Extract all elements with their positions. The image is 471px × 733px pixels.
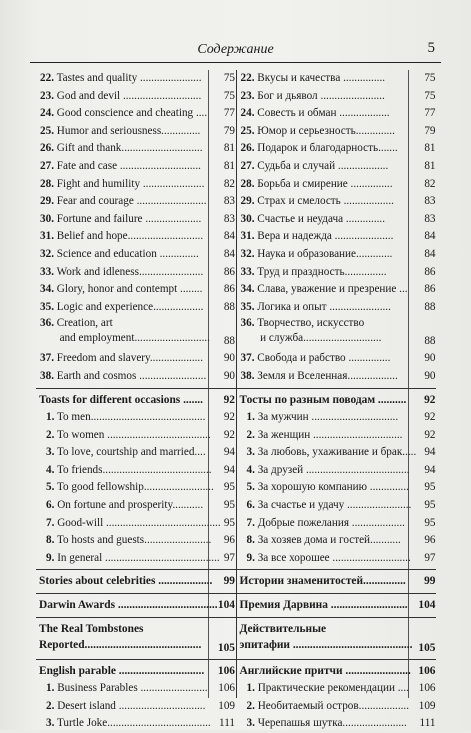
entry-number: 27. — [240, 159, 255, 172]
toc-section-heading — [36, 392, 236, 410]
entry-number: 34. — [240, 283, 255, 296]
entry-page: 77 — [424, 107, 436, 120]
entry-number: 32. — [240, 247, 255, 260]
entry-title: Добрые пожелания ................... — [254, 516, 405, 529]
toc-entry — [36, 140, 236, 158]
entry-page: 84 — [223, 230, 235, 243]
entry-title: Desert island ............................... — [54, 699, 206, 712]
entry-page: 90 — [424, 352, 436, 365]
toc-entry — [237, 497, 437, 515]
entry-number: 2. — [246, 699, 255, 712]
toc-entry — [36, 176, 236, 194]
entry-page: 95 — [223, 481, 235, 494]
entry-title: За мужчин ............................... — [254, 411, 399, 424]
entry-number: 22. — [40, 72, 54, 84]
toc-entry — [237, 462, 437, 480]
toc-section-heading — [237, 663, 437, 681]
toc-entry — [237, 515, 437, 533]
entry-title: Судьба и случай .................. — [254, 159, 389, 172]
toc-entry — [237, 246, 437, 264]
entry-number: 3. — [246, 446, 255, 459]
entry-page: 106 — [418, 682, 436, 695]
entry-page: 92 — [424, 411, 436, 424]
entry-title: Истории знаменитостей............... — [239, 575, 406, 588]
entry-page: 105 — [418, 641, 436, 654]
entry-title: Слава, уважение и презрение ... — [254, 283, 408, 296]
toc-entry — [237, 316, 437, 350]
entry-title: Счастье и неудача .............. — [254, 212, 386, 225]
entry-page: 97 — [424, 551, 436, 564]
entry-number: 34. — [40, 283, 54, 296]
entry-number: 28. — [240, 177, 255, 190]
entry-title: On fortune and prosperity........... — [54, 499, 204, 512]
entry-page: 84 — [424, 247, 436, 260]
entry-page: 90 — [223, 352, 235, 365]
entry-number: 37. — [40, 352, 54, 365]
entry-title: The Real Tombstones Reported......................................... — [39, 622, 202, 651]
toc-entry — [36, 193, 236, 211]
entry-page: 86 — [223, 283, 235, 296]
toc-entry — [36, 680, 236, 698]
entry-number: 2. — [46, 428, 55, 441]
entry-number: 35. — [40, 300, 54, 313]
entry-number: 3. — [46, 717, 55, 730]
entry-page: 84 — [223, 247, 235, 260]
entry-page: 83 — [223, 212, 235, 225]
entry-title: Humor and seriousness.............. — [53, 124, 201, 137]
entry-title: To good fellowship......................... — [54, 481, 214, 494]
entry-title: Тосты по разным поводам .......... — [239, 393, 407, 406]
entry-page: 94 — [223, 463, 235, 476]
section-divider — [237, 617, 437, 618]
entry-number: 1. — [246, 682, 255, 695]
entry-number: 29. — [40, 195, 54, 208]
entry-title: Business Parables ........................ — [54, 682, 208, 695]
entry-title: Земля и Вселенная.................. — [254, 369, 398, 382]
toc-section-heading — [237, 621, 437, 657]
entry-page: 96 — [223, 534, 235, 547]
toc-entry — [237, 479, 437, 497]
entry-page: 86 — [223, 265, 235, 278]
toc-entry — [36, 264, 236, 282]
entry-page: 92 — [424, 428, 436, 441]
entry-number: 28. — [40, 177, 54, 190]
entry-page: 99 — [424, 575, 436, 588]
toc-entry — [36, 158, 236, 176]
entry-page: 106 — [218, 682, 235, 695]
entry-number: 24. — [40, 107, 54, 120]
entry-page: 79 — [424, 124, 436, 137]
toc-entry — [36, 105, 236, 123]
entry-title: Good conscience and cheating .... — [53, 107, 208, 120]
entry-title: Fear and courage ......................... — [53, 195, 207, 208]
entry-number: 6. — [46, 499, 55, 512]
entry-title: Fight and humility ...................... — [53, 177, 205, 190]
entry-number: 3. — [46, 446, 55, 459]
running-header — [30, 42, 441, 63]
entry-title: Бог и дьявол ....................... — [254, 89, 385, 102]
entry-title: Совесть и обман .................. — [254, 107, 390, 120]
toc-entry — [237, 176, 437, 194]
toc-entry — [237, 123, 437, 141]
entry-page: 109 — [418, 699, 436, 712]
section-divider — [237, 659, 437, 660]
entry-page: 94 — [223, 446, 235, 459]
entry-page: 92 — [223, 393, 235, 406]
entry-title: За хозяев дома и гостей........... — [254, 534, 401, 547]
entry-title: To men......................................... — [54, 411, 206, 424]
entry-page: 83 — [223, 195, 235, 208]
section-divider — [36, 659, 236, 660]
entry-page: 81 — [223, 159, 235, 172]
entry-number: 24. — [240, 107, 255, 120]
toc-entry — [237, 228, 437, 246]
entry-title: Подарок и благодарность....... — [254, 142, 398, 155]
entry-number: 8. — [246, 534, 255, 547]
toc-entry — [36, 515, 236, 533]
entry-page: 111 — [219, 717, 235, 730]
entry-page: 75 — [424, 89, 436, 102]
entry-title: Gift and thank............................. — [53, 142, 203, 155]
entry-page: 88 — [424, 335, 436, 348]
entry-page: 88 — [223, 300, 235, 313]
entry-number: 32. — [40, 247, 54, 260]
entry-number: 38. — [40, 369, 54, 382]
entry-page: 75 — [424, 72, 436, 84]
entry-page: 90 — [424, 369, 436, 382]
toc-entry — [36, 368, 236, 386]
entry-page: 95 — [424, 499, 436, 512]
entry-title: За женщин ................................ — [254, 428, 403, 441]
entry-number: 33. — [240, 265, 255, 278]
entry-page: 88 — [424, 300, 436, 313]
entry-number: 5. — [46, 481, 55, 494]
toc-entry — [237, 350, 437, 368]
entry-number: 23. — [40, 89, 54, 102]
toc-entry — [237, 193, 437, 211]
toc-entry — [237, 299, 437, 317]
toc-entry — [237, 409, 437, 427]
toc-entry — [36, 479, 236, 497]
entry-title: Страх и смелость .................. — [254, 195, 394, 208]
toc-column-english — [36, 70, 237, 730]
entry-title: Stories about celebrities ................... — [39, 575, 213, 588]
entry-title: За друзей ..................................... — [254, 463, 410, 476]
entry-title: Logic and experience.................. — [53, 300, 204, 313]
entry-page: 82 — [223, 177, 235, 190]
toc-entry — [36, 316, 236, 350]
toc-entry — [36, 532, 236, 550]
toc-entry — [36, 462, 236, 480]
entry-number: 30. — [240, 212, 255, 225]
entry-title: За любовь, ухаживание и брак..... — [254, 446, 417, 459]
entry-title: Вкусы и качества ............... — [254, 72, 386, 84]
entry-number: 35. — [240, 300, 255, 313]
entry-title: Good-will ......................................... — [54, 516, 221, 529]
toc-entry — [36, 444, 236, 462]
section-divider — [36, 388, 236, 389]
toc-section-heading — [237, 573, 437, 591]
toc-entry — [36, 70, 236, 88]
entry-number: 2. — [46, 699, 55, 712]
toc-entry — [36, 698, 236, 716]
section-divider — [237, 593, 437, 594]
entry-page: 86 — [424, 265, 436, 278]
entry-number: 5. — [246, 481, 255, 494]
entry-title: Darwin Awards ................................... — [39, 599, 218, 612]
entry-page: 111 — [419, 717, 436, 730]
entry-title: To women ..................................... — [54, 428, 211, 441]
entry-page: 90 — [223, 369, 235, 382]
entry-number: 1. — [246, 411, 255, 424]
section-divider — [36, 617, 236, 618]
toc-section-heading — [36, 597, 236, 615]
toc-section-heading — [237, 597, 437, 615]
toc-entry — [237, 444, 437, 462]
entry-title: Английские притчи ....................... — [239, 664, 411, 677]
entry-number: 22. — [240, 72, 255, 84]
toc-column-russian — [237, 70, 437, 730]
entry-page: 92 — [223, 411, 235, 424]
entry-title: Юмор и серьезность.............. — [254, 124, 395, 137]
entry-page: 95 — [223, 516, 235, 529]
entry-page: 92 — [424, 393, 436, 406]
toc-entry — [237, 368, 437, 386]
entry-page: 105 — [217, 641, 235, 654]
entry-title: Труд и праздность............... — [254, 265, 387, 278]
entry-title: За хорошую компанию .............. — [254, 481, 409, 494]
entry-number: 26. — [240, 142, 255, 155]
entry-title: Вера и надежда ..................... — [254, 230, 394, 243]
toc-entry — [36, 228, 236, 246]
entry-title: Действительные эпитафии .......................................... — [239, 622, 413, 651]
entry-number: 4. — [246, 463, 255, 476]
entry-page: 84 — [424, 230, 436, 243]
entry-number: 2. — [246, 428, 255, 441]
entry-number: 25. — [240, 124, 255, 137]
toc-entry — [237, 211, 437, 229]
entry-number: 38. — [240, 369, 255, 382]
entry-page: 82 — [424, 177, 436, 190]
section-divider — [237, 569, 437, 570]
toc-entry — [237, 680, 437, 698]
toc-entry — [237, 550, 437, 568]
toc-section-heading — [36, 621, 236, 657]
entry-title: Fate and case ............................. — [53, 159, 201, 172]
toc-entry — [36, 88, 236, 106]
entry-page: 95 — [424, 481, 436, 494]
entry-title: To hosts and guests........................ — [54, 534, 212, 547]
entry-title: To friends....................................... — [54, 463, 212, 476]
toc-entry — [237, 281, 437, 299]
entry-number: 33. — [40, 265, 54, 278]
entry-title: Логика и опыт ...................... — [254, 300, 391, 313]
entry-number: 30. — [40, 212, 54, 225]
toc-entry — [237, 140, 437, 158]
entry-title: Наука и образование............. — [254, 247, 393, 260]
section-title: Содержание — [197, 42, 274, 57]
toc-section-heading — [36, 663, 236, 681]
entry-title: God and devil ............................ — [53, 89, 202, 102]
entry-page: 81 — [223, 142, 235, 155]
toc-entry — [36, 123, 236, 141]
entry-number: 26. — [40, 142, 54, 155]
entry-number: 25. — [40, 124, 54, 137]
entry-page: 99 — [223, 575, 235, 588]
entry-title: Свобода и рабство ............... — [254, 352, 391, 365]
entry-page: 94 — [424, 463, 436, 476]
entry-number: 23. — [240, 89, 255, 102]
toc-entry — [237, 158, 437, 176]
section-divider — [36, 569, 236, 570]
toc-entry — [36, 299, 236, 317]
entry-page: 94 — [424, 446, 436, 459]
entry-number: 7. — [246, 516, 255, 529]
entry-page: 106 — [217, 664, 235, 677]
entry-title: Work and idleness....................... — [53, 265, 204, 278]
entry-page: 83 — [424, 195, 436, 208]
entry-title: Борьба и смирение ............... — [254, 177, 393, 190]
toc-entry — [237, 715, 437, 733]
entry-number: 9. — [246, 551, 255, 564]
entry-title: Практические рекомендации .... — [254, 682, 409, 695]
entry-page: 96 — [424, 534, 436, 547]
entry-title: Belief and hope........................... — [53, 230, 204, 243]
entry-page: 104 — [217, 599, 235, 612]
entry-title: Необитаемый остров.................. — [254, 699, 410, 712]
entry-number: 8. — [46, 534, 55, 547]
toc-entry — [237, 105, 437, 123]
entry-title: Toasts for different occasions ....... — [39, 393, 204, 406]
entry-page: 75 — [223, 89, 235, 102]
entry-number: 29. — [240, 195, 255, 208]
entry-title: Fortune and failure .................... — [53, 212, 202, 225]
toc-entry — [237, 698, 437, 716]
toc-entry — [36, 427, 236, 445]
entry-title: Glory, honor and contempt ........ — [53, 283, 203, 296]
toc-entry — [36, 497, 236, 515]
entry-title: Turtle Joke..................................... — [54, 717, 211, 730]
entry-number: 36. — [240, 317, 255, 330]
entry-number: 36. — [40, 317, 54, 330]
entry-title: Черепашья шутка....................... — [254, 717, 407, 730]
toc-entry — [36, 246, 236, 264]
toc-section-heading — [237, 392, 437, 410]
entry-page: 83 — [424, 212, 436, 225]
entry-page: 79 — [223, 124, 235, 137]
entry-page: 81 — [424, 142, 436, 155]
entry-number: 31. — [240, 230, 255, 243]
entry-number: 1. — [46, 682, 55, 695]
table-of-contents — [36, 70, 436, 730]
entry-page: 104 — [418, 599, 436, 612]
toc-entry — [237, 88, 437, 106]
entry-title: Премия Дарвина ........................... — [239, 599, 408, 612]
toc-entry — [237, 532, 437, 550]
entry-title: Earth and cosmos ........................ — [53, 369, 207, 382]
entry-page: 109 — [218, 699, 235, 712]
toc-entry — [237, 427, 437, 445]
toc-entry — [36, 350, 236, 368]
section-divider — [36, 593, 236, 594]
toc-entry — [36, 550, 236, 568]
entry-number: 4. — [46, 463, 55, 476]
entry-title: Творчество, искусство и служба............................ — [257, 317, 382, 345]
entry-number: 37. — [240, 352, 255, 365]
entry-page: 95 — [223, 499, 235, 512]
entry-title: Freedom and slavery................... — [53, 352, 204, 365]
entry-page: 92 — [223, 428, 235, 441]
entry-title: Creation, art and employment........................... — [56, 317, 210, 345]
entry-title: За счастье и удачу ....................... — [254, 499, 412, 512]
toc-section-heading — [36, 573, 236, 591]
entry-number: 31. — [40, 230, 54, 243]
entry-number: 27. — [40, 159, 54, 172]
entry-number: 7. — [46, 516, 55, 529]
toc-entry — [36, 409, 236, 427]
entry-title: In general ......................................... — [54, 551, 220, 564]
entry-page: 81 — [424, 159, 436, 172]
entry-page: 86 — [424, 283, 436, 296]
entry-title: English parable .............................. — [39, 664, 205, 677]
toc-entry — [237, 70, 437, 88]
entry-page: 75 — [223, 72, 235, 84]
toc-entry — [237, 264, 437, 282]
entry-number: 3. — [246, 717, 255, 730]
section-divider — [237, 388, 437, 389]
entry-page: 95 — [424, 516, 436, 529]
entry-title: Tastes and quality ...................... — [53, 72, 202, 84]
entry-title: To love, courtship and married.... — [54, 446, 206, 459]
toc-entry — [36, 211, 236, 229]
entry-number: 9. — [46, 551, 55, 564]
entry-number: 6. — [246, 499, 255, 512]
toc-entry — [36, 281, 236, 299]
entry-title: За все хорошее ............................ — [254, 551, 411, 564]
toc-entry — [36, 715, 236, 733]
page-number: 5 — [427, 40, 435, 56]
entry-page: 97 — [223, 551, 235, 564]
entry-page: 106 — [418, 664, 436, 677]
entry-page: 77 — [223, 107, 235, 120]
entry-number: 1. — [46, 411, 55, 424]
entry-title: Science and education .............. — [53, 247, 199, 260]
entry-page: 88 — [223, 335, 235, 348]
